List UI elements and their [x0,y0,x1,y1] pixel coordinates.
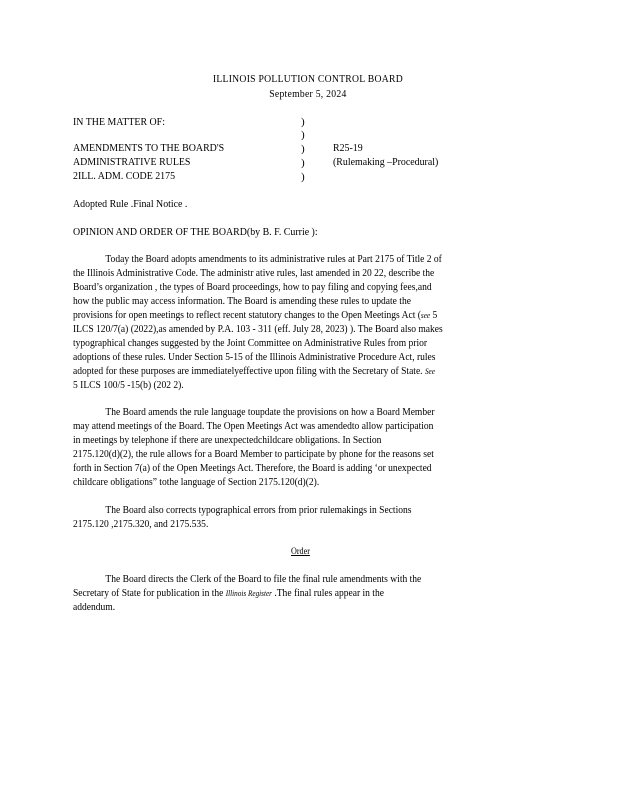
paragraph-3 [73,504,523,532]
paragraph-line: adoptions of these rules. Under Section 5-15 of the Illinois Administrative Procedure Act, rules [73,352,436,363]
paragraph-line: how the public may access information. The Board is amending these rules to update the [73,296,411,307]
caption-paren: ) [301,116,305,128]
opinion-heading: OPINION AND ORDER OF THE BOARD(by B. F. Currie ): [73,226,318,238]
paragraph-line: Today the Board adopts amendments to its administrative rules at Part 2175 of Title 2 of [105,254,442,265]
caption-line-5: 2ILL. ADM. CODE 2175 [73,170,176,182]
paragraph-line: Secretary of State for publication in the [73,588,224,599]
paragraph-line: 2175.120(d)(2), the rule allows for a Board Member to participate by phone for the reasons set [73,449,434,460]
order-heading: Order [291,546,310,556]
adopted-rule-label: Adopted Rule .Final Notice . [73,198,188,210]
paragraph-line: adopted for these purposes are immediatelyeffective upon filing with the Secretary of State. [73,366,423,377]
illinois-register-title: Illinois Register [225,589,272,598]
caption-paren: ) [301,143,305,155]
paragraph-4 [73,573,523,615]
paragraph-line: Board’s organization , the types of Board proceedings, how to pay filing and copying fees,and [73,282,432,293]
caption-paren: ) [301,129,305,141]
caption-paren: ) [301,171,305,183]
paragraph-line: may attend meetings of the Board. The Open Meetings Act was amendedto allow participation [73,421,434,432]
paragraph-line: The Board also corrects typographical errors from prior rulemakings in Sections [105,505,412,516]
paragraph-line: 2175.120 ,2175.320, and 2175.535. [73,519,209,530]
paragraph-line: addendum. [73,602,116,613]
paragraph-2 [73,406,523,490]
paragraph-line: typographical changes suggested by the Joint Committee on Administrative Rules from prior [73,338,428,349]
board-name: ILLINOIS POLLUTION CONTROL BOARD [212,73,403,85]
document-date: September 5, 2024 [269,88,347,100]
paragraph-1 [73,253,523,393]
paragraph-line: 5 ILCS 100/5 -15(b) (202 2). [73,380,184,391]
citation-number: 5 [430,310,438,321]
see-signal: see [420,311,431,320]
paragraph-line: the Illinois Administrative Code. The administr ative rules, last amended in 20 22, describe the [73,268,435,279]
paragraph-line: The Board directs the Clerk of the Board to file the final rule amendments with the [105,574,422,585]
paragraph-line: in meetings by telephone if there are unexpectedchildcare obligations. In Section [73,435,382,446]
caption-line-1: IN THE MATTER OF: [73,116,165,128]
caption-line-3: AMENDMENTS TO THE BOARD'S [73,142,225,154]
see-signal: See [424,367,435,376]
docket-number: R25-19 [333,142,363,154]
paragraph-line: provisions for open meetings to reflect recent statutory changes to the Open Meetings Act ( [73,310,421,321]
paragraph-line: ILCS 120/7(a) (2022),as amended by P.A. 103 - 311 (eff. July 28, 2023) ). The Board also makes [73,324,443,335]
rulemaking-type: (Rulemaking –Procedural) [333,156,439,168]
paragraph-line-tail: .The final rules appear in the [271,588,384,599]
paragraph-line: forth in Section 7(a) of the Open Meetings Act. Therefore, the Board is adding ‘or unexpected [73,463,432,474]
caption-paren: ) [301,157,305,169]
caption-line-4: ADMINISTRATIVE RULES [73,156,191,168]
paragraph-line: childcare obligations” tothe language of Section 2175.120(d)(2). [73,477,320,488]
paragraph-line: The Board amends the rule language toupdate the provisions on how a Board Member [105,407,435,418]
